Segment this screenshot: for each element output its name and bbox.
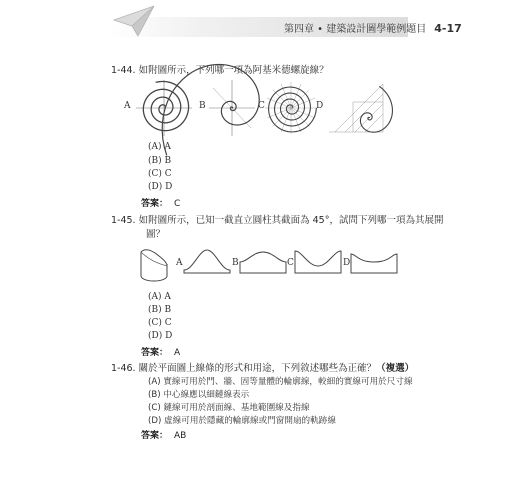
q44-option-b[interactable]: (B) B (148, 156, 172, 166)
development-figure-c (294, 248, 342, 274)
question-text: 關於平面圖上線條的形式和用途，下列敘述哪些為正確？ (138, 363, 377, 374)
spiral-figure-d (325, 80, 385, 136)
answer-label: 答案： (141, 348, 169, 358)
development-figure-a (183, 248, 231, 274)
q45-answer (141, 345, 180, 358)
figure-label-d: D (316, 101, 324, 111)
q45-option-c[interactable]: (C) C (148, 318, 172, 328)
answer-value: C (174, 199, 181, 209)
q46-option-d[interactable]: (D) 虛線可用於隱藏的輪廓線或門窗開扇的軌跡線 (148, 416, 336, 426)
figure-label-c: C (258, 101, 265, 111)
spiral-figure-c (264, 80, 318, 136)
figure-label-b: B (232, 258, 239, 268)
figure-label-c: C (287, 258, 294, 268)
q45-option-b[interactable]: (B) B (148, 305, 172, 315)
q46-option-b[interactable]: (B) 中心線應以細鏈線表示 (148, 390, 250, 400)
figure-label-b: B (199, 101, 206, 111)
spiral-figure-b (207, 78, 257, 138)
development-figure-b (239, 248, 287, 274)
question-1-45-line2: 圖？ (146, 229, 166, 240)
development-figure-d (350, 248, 398, 274)
question-1-45 (111, 212, 443, 226)
q44-option-c[interactable]: (C) C (148, 169, 172, 179)
q44-answer (141, 196, 180, 209)
answer-label: 答案： (141, 431, 169, 441)
paper-plane-icon (112, 4, 156, 38)
q46-answer (141, 428, 186, 441)
chapter-title: 第四章 • 建築設計圖學範例題目 (284, 24, 427, 35)
figure-label-a: A (124, 101, 131, 111)
multi-select-tag: （複選） (376, 363, 415, 374)
figure-label-d: D (343, 258, 351, 268)
question-text-line1: 如附圖所示，已知一截直立圓柱其截面為 45°，試問下列哪一項為其展開 (138, 215, 444, 226)
answer-label: 答案： (141, 199, 169, 209)
answer-value: A (174, 348, 181, 358)
q46-option-c[interactable]: (C) 鏈線可用於剖面線、基地範圍線及指線 (148, 403, 310, 413)
q45-option-d[interactable]: (D) D (148, 331, 173, 341)
q46-option-a[interactable]: (A) 實線可用於門、牆、固等量體的輪廓線，較細的實線可用於尺寸線 (148, 377, 413, 387)
figure-label-a: A (176, 258, 183, 268)
page-number: 4-17 (434, 22, 462, 35)
question-1-46 (111, 360, 414, 374)
chapter-header (284, 20, 462, 35)
q44-option-a[interactable]: (A) A (148, 142, 171, 152)
q45-option-a[interactable]: (A) A (148, 292, 171, 302)
spiral-figure-a (134, 78, 194, 138)
answer-value: AB (174, 431, 187, 441)
q44-option-d[interactable]: (D) D (148, 182, 173, 192)
question-text: 如附圖所示，下列哪一項為阿基米德螺旋線？ (138, 65, 329, 76)
question-number: 1-44. (111, 65, 136, 76)
question-number: 1-45. (111, 215, 136, 226)
question-number: 1-46. (111, 363, 136, 374)
cut-cylinder-figure (137, 244, 173, 284)
